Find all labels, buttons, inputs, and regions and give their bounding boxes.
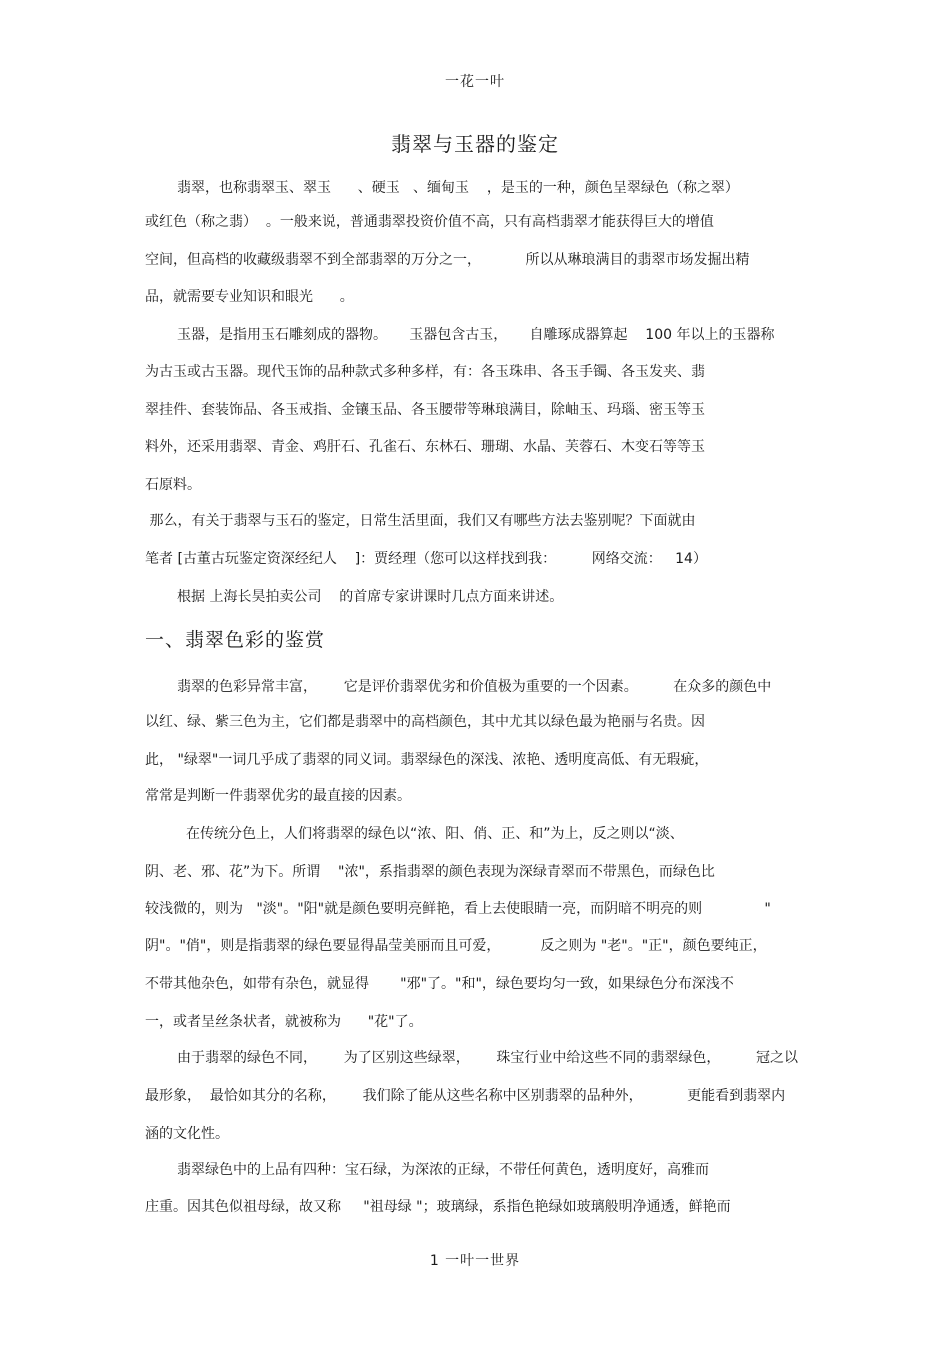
paragraph-line: 由于翡翠的绿色不同， 为了区别这些绿翠， 珠宝行业中给这些不同的翡翠绿色， 冠之以 (177, 1050, 799, 1066)
paragraph-line: 翡翠的色彩异常丰富， 它是评价翡翠优劣和价值极为重要的一个因素。 在众多的颜色中 (177, 679, 772, 695)
paragraph-line: 为古玉或古玉器。现代玉饰的品种款式多种多样，有：各玉珠串、各玉手镯、各玉发夹、翡 (145, 364, 705, 380)
paragraph-line: 品，就需要专业知识和眼光 。 (145, 289, 354, 305)
paragraph-line: 根据 上海长昊拍卖公司 的首席专家讲课时几点方面来讲述。 (177, 589, 564, 605)
paragraph-line: 以红、绿、紫三色为主，它们都是翡翠中的高档颜色，其中尤其以绿色最为艳丽与名贵。因 (145, 714, 705, 730)
paragraph-line: 笔者 [古董古玩鉴定资深经纪人 ]：贾经理（您可以这样找到我： 网络交流： 14） (145, 551, 707, 567)
paragraph-line: 此， "绿翠"一词几乎成了翡翠的同义词。翡翠绿色的深浅、浓艳、透明度高低、有无瑕疵， (145, 752, 709, 768)
paragraph-line: 一，或者呈丝条状者，就被称为 "花"了。 (145, 1014, 423, 1030)
paragraph-line: 玉器，是指用玉石雕刻成的器物。 玉器包含古玉， 自雕琢成器算起 100 年以上的玉器称 (177, 327, 775, 343)
paragraph-line: 阴、老、邪、花”为下。所谓 "浓"，系指翡翠的颜色表现为深绿青翠而不带黑色，而绿色比 (145, 864, 715, 880)
paragraph-line: 石原料。 (145, 477, 201, 493)
paragraph-line: 庄重。因其色似祖母绿，故又称 "祖母绿 "；玻璃绿，系指色艳绿如玻璃般明净通透，鲜艳而 (145, 1199, 731, 1215)
paragraph-line: 常常是判断一件翡翠优劣的最直接的因素。 (145, 788, 411, 804)
page-footer: 1 一叶一世界 (429, 1253, 521, 1269)
paragraph-line: 在传统分色上，人们将翡翠的绿色以“浓、阳、俏、正、和”为上，反之则以“淡、 (186, 826, 684, 842)
page-header: 一花一叶 (445, 74, 505, 90)
paragraph-line: 空间，但高档的收藏级翡翠不到全部翡翠的万分之一， 所以从琳琅满目的翡翠市场发掘出精 (145, 252, 750, 268)
paragraph-line: 阴"。"俏"，则是指翡翠的绿色要显得晶莹美丽而且可爱， 反之则为 "老"。"正"，颜色要纯正， (145, 938, 767, 954)
paragraph-line: 翡翠，也称翡翠玉、翠玉 、硬玉 、缅甸玉 ，是玉的一种，颜色呈翠绿色（称之翠） (177, 180, 739, 196)
paragraph-line: 料外，还采用翡翠、青金、鸡肝石、孔雀石、东林石、珊瑚、水晶、芙蓉石、木变石等等玉 (145, 439, 705, 455)
page-title: 翡翠与玉器的鉴定 (391, 132, 559, 156)
paragraph-line: 不带其他杂色，如带有杂色，就显得 "邪"了。"和"，绿色要均匀一致，如果绿色分布深浅不 (145, 976, 734, 992)
paragraph-line: 那么，有关于翡翠与玉石的鉴定，日常生活里面，我们又有哪些方法去鉴别呢？下面就由 (145, 513, 696, 529)
paragraph-line: 翠挂件、套装饰品、各玉戒指、金镶玉品、各玉腰带等琳琅满目，除岫玉、玛瑙、密玉等玉 (145, 402, 705, 418)
paragraph-line: 涵的文化性。 (145, 1126, 229, 1142)
paragraph-line: 或红色（称之翡） 。一般来说，普通翡翠投资价值不高，只有高档翡翠才能获得巨大的增值 (145, 214, 714, 230)
paragraph-line: 最形象， 最恰如其分的名称， 我们除了能从这些名称中区别翡翠的品种外， 更能看到翡翠内 (145, 1088, 786, 1104)
section-heading: 一、翡翠色彩的鉴赏 (145, 629, 326, 651)
paragraph-line: 翡翠绿色中的上品有四种：宝石绿，为深浓的正绿，不带任何黄色，透明度好，高雅而 (177, 1162, 709, 1178)
paragraph-line: 较浅微的，则为 "淡"。"阳"就是颜色要明亮鲜艳，看上去使眼睛一亮，而阴暗不明亮的则 " (145, 901, 771, 917)
